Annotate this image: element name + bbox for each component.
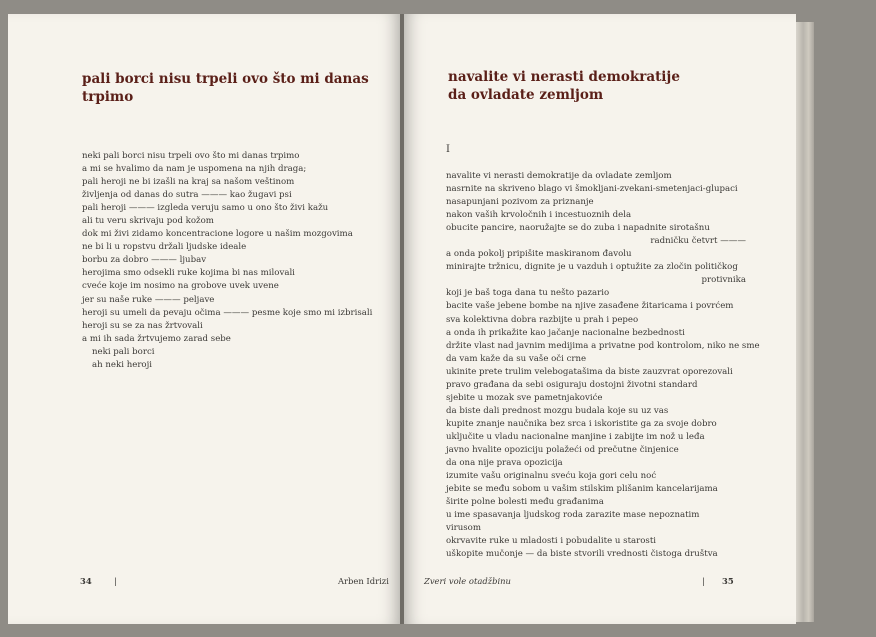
poem-line: da biste dali prednost mozgu budala koje su uz vas [446,405,669,416]
poem-line: a onda pokolj pripišite maskiranom đavolu [446,249,632,260]
poem-line: dok mi živi zidamo koncentracione logore u našim mozgovima [82,229,353,240]
left-footer-separator: | [114,576,117,586]
poem-line: u ime spasavanja ljudskog roda zarazite mase nepoznatim [446,510,700,521]
poem-line: pravo građana da sebi osiguraju dostojni životni standard [446,379,698,390]
poem-line: navalite vi nerasti demokratije da ovladate zemljom [446,171,672,181]
right-poem-title-line-2: da ovladate zemljom [448,87,604,103]
poem-line: koji je baš toga dana tu nešto pazario [446,288,610,299]
poem-line: uključite u vladu nacionalne manjine i zabijte im nož u leđa [446,431,705,442]
section-numeral: I [446,144,450,155]
poem-line: nasapunjani pozivom za priznanje [446,197,594,208]
poem-line: jer su naše ruke ——— peljave [82,294,215,305]
poem-line: heroji su se za nas žrtvovali [82,320,203,331]
author-name: Arben Idrizi [338,576,389,586]
poem-line: heroji su umeli da pevaju očima ——— pesme koje smo mi izbrisali [82,307,373,318]
poem-line: okrvavite ruke u mladosti i pobudalite u starosti [446,536,657,547]
poem-line: sjebite u mozak sve pametnjakoviće [446,392,603,403]
poem-line: cveće koje im nosimo na grobove uvek uvene [82,281,279,292]
poem-line: ukinite prete trulim velebogatašima da biste zauzvrat oporezovali [446,366,733,377]
poem-line: da vam kaže da su vaše oči crne [446,353,587,364]
poem-line: obucite pancire, naoružajte se do zuba i napadnite sirotašnu [446,223,710,234]
poem-line: nasrnite na skriveno blago vi šmokljani-zvekani-smetenjaci-glupaci [446,184,738,195]
poem-line: kupite znanje naučnika bez srca i iskoristite ga za svoje dobro [446,418,717,429]
poem-line: protivnika [701,275,746,286]
poem-line: izumite vašu originalnu sveću koja gori celu noć [446,471,657,482]
poem-line: virusom [446,523,481,534]
page-edges [796,22,814,622]
poem-line: da ona nije prava opozicija [446,458,563,469]
poem-line: minirajte tržnicu, dignite je u vazduh i optužite za zločin političkog [446,262,738,273]
book-title: Zveri vole otadžbinu [424,576,511,586]
poem-line: bacite vaše jebene bombe na njive zasađene žitaricama i povrćem [446,301,734,312]
poem-line: ali tu veru skrivaju pod kožom [82,216,214,227]
poem-line: sva kolektivna dobra razbijte u prah i pepeo [446,314,639,325]
left-page [8,14,400,624]
poem-line: življenja od danas do sutra ——— kao žugavi psi [82,190,292,201]
poem-line: a mi se hvalimo da nam je uspomena na njih draga; [82,164,307,175]
poem-line: neki pali borci nisu trpeli ovo što mi danas trpimo [82,151,300,161]
right-poem-title-line-1: navalite vi nerasti demokratije [448,69,680,85]
right-page [404,14,796,624]
poem-line: javno hvalite opoziciju polažeći od prečutne činjenice [446,444,679,455]
poem-line: herojima smo odsekli ruke kojima bi nas milovali [82,268,295,279]
poem-line: a onda ih prikažite kao jačanje nacionalne bezbednosti [446,327,685,338]
right-poem-text [446,170,760,561]
right-poem-title [448,68,680,104]
poem-line: jebite se među sobom u vašim stilskim plišanim kancelarijama [446,484,718,495]
right-page-number: 35 [722,576,734,586]
poem-line: a mi ih sada žrtvujemo zarad sebe [82,333,231,344]
book-spread [8,14,808,624]
poem-line: ne bi li u ropstvu držali ljudske ideale [82,242,247,253]
poem-line: borbu za dobro ——— ljubav [82,255,207,266]
poem-line: radničku četvrt ——— [650,236,746,247]
poem-line: širite polne bolesti među građanima [446,497,604,508]
poem-line: ah neki heroji [92,359,153,370]
poem-line: pali heroji ne bi izašli na kraj sa našom veštinom [82,177,295,188]
left-poem-text [82,150,382,372]
right-footer-separator: | [702,576,705,586]
poem-line: držite vlast nad javnim medijima a privatne pod kontrolom, niko ne sme [446,340,760,351]
left-page-number: 34 [80,576,92,586]
poem-line: uškopite mučonje — da biste stvorili vrednosti čistoga društva [446,549,718,560]
poem-line: neki pali borci [92,346,155,357]
poem-line: pali heroji ——— izgleda veruju samo u ono što živi kažu [82,203,329,214]
poem-line: nakon vaših krvoločnih i incestuoznih dela [446,210,632,221]
left-poem-title: pali borci nisu trpeli ovo što mi danas trpimo [82,71,369,105]
